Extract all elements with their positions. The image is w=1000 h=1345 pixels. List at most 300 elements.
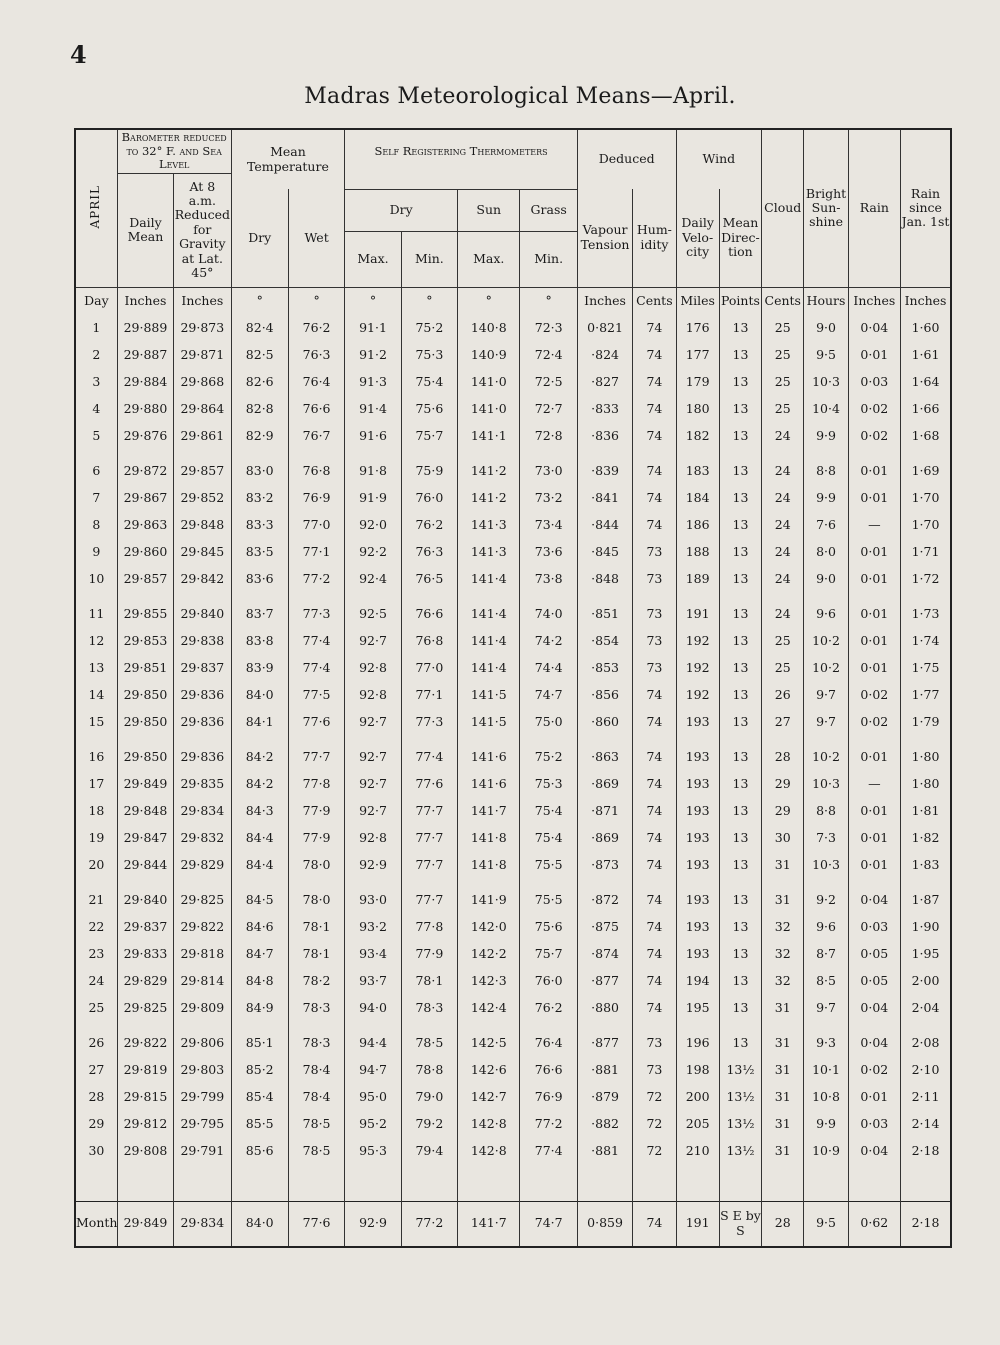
table-cell: 29·860 [117, 539, 173, 566]
table-cell: 78·5 [288, 1138, 344, 1165]
table-row [75, 709, 951, 736]
table-cell: 74 [633, 512, 676, 539]
month-cell: 0·62 [848, 1201, 900, 1247]
table-cell: 76·4 [288, 369, 344, 396]
table-cell: 179 [676, 369, 719, 396]
table-cell: 0·03 [848, 369, 900, 396]
table-cell: 2·00 [901, 968, 951, 995]
table-cell: ·880 [577, 995, 632, 1022]
table-cell: 74 [633, 879, 676, 914]
table-cell: 1·70 [901, 485, 951, 512]
table-cell: 0·01 [848, 798, 900, 825]
table-cell: 13 [719, 771, 761, 798]
table-cell: 192 [676, 682, 719, 709]
table-cell: 0·01 [848, 1084, 900, 1111]
table-cell: 13 [719, 736, 761, 771]
table-cell: 19 [75, 825, 117, 852]
table-cell: 7 [75, 485, 117, 512]
table-cell: 76·7 [288, 423, 344, 450]
table-cell: ·874 [577, 941, 632, 968]
table-cell: ·836 [577, 423, 632, 450]
table-cell: ·827 [577, 369, 632, 396]
header-cloud: Cloud [762, 129, 804, 287]
table-cell: 74 [633, 396, 676, 423]
table-cell: 72 [633, 1111, 676, 1138]
month-cell: 9·5 [804, 1201, 848, 1247]
table-cell: 195 [676, 995, 719, 1022]
table-cell: 142·6 [458, 1057, 520, 1084]
table-cell: ·833 [577, 396, 632, 423]
table-cell: 77·2 [288, 566, 344, 593]
table-cell: 1·95 [901, 941, 951, 968]
table-cell: 72 [633, 1084, 676, 1111]
table-cell: 194 [676, 968, 719, 995]
unit-cell: Inches [901, 287, 951, 315]
table-cell: 32 [762, 914, 804, 941]
unit-cell: ° [231, 287, 288, 315]
table-row [75, 485, 951, 512]
table-cell: 84·0 [231, 682, 288, 709]
table-cell: 74 [633, 995, 676, 1022]
table-cell: 29·837 [117, 914, 173, 941]
month-cell: 74·7 [520, 1201, 577, 1247]
table-cell: 77·9 [288, 798, 344, 825]
table-cell: 142·7 [458, 1084, 520, 1111]
table-cell: 77·4 [288, 655, 344, 682]
table-cell: 76·6 [288, 396, 344, 423]
table-cell: 91·9 [345, 485, 401, 512]
table-cell: 72 [633, 1138, 676, 1165]
header-vapour-tension: Vapour Tension [577, 189, 632, 287]
table-cell: 29·795 [174, 1111, 231, 1138]
table-cell: 0·01 [848, 450, 900, 485]
unit-cell: ° [520, 287, 577, 315]
table-cell: 74 [633, 798, 676, 825]
table-cell: 82·4 [231, 315, 288, 342]
table-cell: 75·7 [401, 423, 457, 450]
table-cell: 10·2 [804, 655, 848, 682]
table-cell: 2 [75, 342, 117, 369]
table-cell: 13 [719, 539, 761, 566]
table-cell: 77·0 [401, 655, 457, 682]
table-cell: 75·5 [520, 879, 577, 914]
table-cell: 77·6 [401, 771, 457, 798]
table-cell: 0·01 [848, 628, 900, 655]
table-cell: 29·861 [174, 423, 231, 450]
table-cell: 210 [676, 1138, 719, 1165]
table-cell: 29·842 [174, 566, 231, 593]
header-grass-min: Min. [520, 231, 577, 287]
table-cell: 83·9 [231, 655, 288, 682]
table-cell: 6 [75, 450, 117, 485]
table-cell: 2·04 [901, 995, 951, 1022]
table-cell: 29·829 [174, 852, 231, 879]
table-cell: ·875 [577, 914, 632, 941]
table-cell: 29·848 [117, 798, 173, 825]
table-cell: 141·2 [458, 485, 520, 512]
table-row [75, 968, 951, 995]
table-cell: ·879 [577, 1084, 632, 1111]
table-cell: 29 [75, 1111, 117, 1138]
table-cell: 29·832 [174, 825, 231, 852]
table-cell: 0·02 [848, 682, 900, 709]
table-cell: 92·5 [345, 593, 401, 628]
table-cell: 13 [719, 566, 761, 593]
table-cell: 74 [633, 342, 676, 369]
table-cell: 31 [762, 1084, 804, 1111]
units-row [75, 287, 951, 315]
table-cell: ·845 [577, 539, 632, 566]
table-cell: 13 [719, 995, 761, 1022]
table-cell: 29·836 [174, 736, 231, 771]
table-cell: 15 [75, 709, 117, 736]
table-cell: 1·66 [901, 396, 951, 423]
table-cell: 18 [75, 798, 117, 825]
table-cell: 177 [676, 342, 719, 369]
table-cell: 29·814 [174, 968, 231, 995]
table-cell: 28 [75, 1084, 117, 1111]
table-cell: 24 [762, 423, 804, 450]
table-cell: 30 [75, 1138, 117, 1165]
table-cell: 24 [762, 539, 804, 566]
table-cell: ·881 [577, 1057, 632, 1084]
table-cell: 29·855 [117, 593, 173, 628]
table-cell: 13 [719, 628, 761, 655]
month-cell: 191 [676, 1201, 719, 1247]
table-cell: 193 [676, 941, 719, 968]
table-cell: 9·5 [804, 342, 848, 369]
table-cell: 92·7 [345, 771, 401, 798]
table-cell: 0·04 [848, 995, 900, 1022]
table-cell: 9·9 [804, 485, 848, 512]
table-cell: 77·7 [401, 798, 457, 825]
table-cell: 193 [676, 736, 719, 771]
table-cell: 79·2 [401, 1111, 457, 1138]
table-cell: 74 [633, 736, 676, 771]
table-cell: 10·9 [804, 1138, 848, 1165]
table-cell: 72·3 [520, 315, 577, 342]
table-cell: 75·6 [520, 914, 577, 941]
table-cell: 25 [762, 315, 804, 342]
table-cell: 1·83 [901, 852, 951, 879]
table-cell: 8·7 [804, 941, 848, 968]
header-thermo-dry: Dry [345, 189, 458, 231]
table-cell: 93·7 [345, 968, 401, 995]
table-cell: 142·8 [458, 1111, 520, 1138]
table-cell: 78·4 [288, 1057, 344, 1084]
table-cell: 24 [762, 450, 804, 485]
table-cell: ·877 [577, 1022, 632, 1057]
table-cell: 74 [633, 450, 676, 485]
table-cell: 76·0 [520, 968, 577, 995]
table-cell: 141·2 [458, 450, 520, 485]
table-cell: 73·8 [520, 566, 577, 593]
table-cell: ·877 [577, 968, 632, 995]
table-cell: 76·6 [401, 593, 457, 628]
table-cell: 1·80 [901, 736, 951, 771]
header-mean-temp-wet: Wet [288, 189, 344, 287]
table-cell: 1 [75, 315, 117, 342]
table-cell: 141·6 [458, 771, 520, 798]
header-dry-max: Max. [345, 231, 401, 287]
table-cell: 76·8 [401, 628, 457, 655]
table-cell: 72·5 [520, 369, 577, 396]
table-cell: 193 [676, 709, 719, 736]
table-cell: 78·5 [401, 1022, 457, 1057]
table-cell: 10·3 [804, 771, 848, 798]
table-cell: 13 [719, 798, 761, 825]
table-cell: 14 [75, 682, 117, 709]
table-cell: 74 [633, 825, 676, 852]
table-cell: 92·9 [345, 852, 401, 879]
table-cell: 85·1 [231, 1022, 288, 1057]
table-cell: 193 [676, 798, 719, 825]
table-cell: 25 [762, 342, 804, 369]
table-cell: 29·803 [174, 1057, 231, 1084]
table-cell: 142·3 [458, 968, 520, 995]
table-cell: 29·851 [117, 655, 173, 682]
table-cell: 91·3 [345, 369, 401, 396]
table-cell: 74 [633, 423, 676, 450]
table-cell: 9·7 [804, 709, 848, 736]
table-cell: 84·2 [231, 736, 288, 771]
header-bright-sunshine: Bright Sun-shine [804, 129, 848, 287]
table-cell: 77·4 [520, 1138, 577, 1165]
table-cell: 141·0 [458, 369, 520, 396]
table-cell: 141·3 [458, 512, 520, 539]
table-cell: 141·4 [458, 628, 520, 655]
table-cell: 75·4 [520, 798, 577, 825]
table-cell: 76·3 [288, 342, 344, 369]
table-cell: 29·876 [117, 423, 173, 450]
table-cell: 1·68 [901, 423, 951, 450]
table-row [75, 628, 951, 655]
table-cell: 91·4 [345, 396, 401, 423]
table-cell: 85·6 [231, 1138, 288, 1165]
table-cell: 5 [75, 423, 117, 450]
table-cell: 78·1 [288, 914, 344, 941]
header-self-registering: Self Registering Thermometers [345, 129, 578, 173]
unit-cell: Points [719, 287, 761, 315]
table-cell: 84·5 [231, 879, 288, 914]
table-cell: 0·01 [848, 485, 900, 512]
table-cell: 77·5 [288, 682, 344, 709]
table-cell: 0·01 [848, 852, 900, 879]
table-cell: 13½ [719, 1138, 761, 1165]
table-cell: 29·806 [174, 1022, 231, 1057]
header-humidity: Hum-idity [633, 189, 676, 287]
table-cell: 141·5 [458, 709, 520, 736]
table-cell: 73 [633, 1057, 676, 1084]
table-cell: 0·821 [577, 315, 632, 342]
table-row [75, 682, 951, 709]
table-cell: 74 [633, 485, 676, 512]
table-cell: 83·7 [231, 593, 288, 628]
table-row [75, 315, 951, 342]
month-cell: 28 [762, 1201, 804, 1247]
table-cell: 13½ [719, 1057, 761, 1084]
table-row [75, 396, 951, 423]
table-cell: 13 [719, 593, 761, 628]
table-cell: 10·2 [804, 736, 848, 771]
table-cell: 24 [762, 566, 804, 593]
table-cell: 9·7 [804, 995, 848, 1022]
table-cell: 29 [762, 771, 804, 798]
table-row [75, 825, 951, 852]
table-cell: 4 [75, 396, 117, 423]
month-cell: 77·2 [401, 1201, 457, 1247]
table-cell: 25 [762, 369, 804, 396]
table-cell: 84·9 [231, 995, 288, 1022]
month-cell: Month [75, 1201, 117, 1247]
table-cell: 29·845 [174, 539, 231, 566]
table-cell: 77·7 [401, 879, 457, 914]
table-cell: 13 [719, 968, 761, 995]
table-cell: 29·850 [117, 709, 173, 736]
table-cell: 9·9 [804, 423, 848, 450]
table-cell: 84·7 [231, 941, 288, 968]
table-cell: 2·10 [901, 1057, 951, 1084]
table-cell: 74·0 [520, 593, 577, 628]
header-mean-direction: Mean Direc-tion [719, 189, 761, 287]
table-cell: 10 [75, 566, 117, 593]
table-cell: 84·4 [231, 852, 288, 879]
table-cell: 29·864 [174, 396, 231, 423]
table-cell: 29·819 [117, 1057, 173, 1084]
table-cell: 91·1 [345, 315, 401, 342]
table-cell: 92·8 [345, 655, 401, 682]
table-cell: 140·9 [458, 342, 520, 369]
table-cell: 77·6 [288, 709, 344, 736]
table-cell: 78·1 [401, 968, 457, 995]
table-cell: 74 [633, 771, 676, 798]
table-cell: 0·05 [848, 968, 900, 995]
table-cell: 75·6 [401, 396, 457, 423]
table-cell: 75·4 [520, 825, 577, 852]
table-cell: 0·04 [848, 315, 900, 342]
table-cell: 13 [719, 396, 761, 423]
table-row [75, 1138, 951, 1165]
table-cell: 142·4 [458, 995, 520, 1022]
table-cell: 29·850 [117, 736, 173, 771]
table-cell: — [848, 512, 900, 539]
table-cell: 83·2 [231, 485, 288, 512]
table-cell: 10·2 [804, 628, 848, 655]
table-cell: ·869 [577, 825, 632, 852]
table-cell: 84·6 [231, 914, 288, 941]
table-cell: 9·0 [804, 315, 848, 342]
table-cell: 29·840 [117, 879, 173, 914]
table-cell: 75·2 [401, 315, 457, 342]
table-cell: 13 [719, 914, 761, 941]
table-cell: 3 [75, 369, 117, 396]
table-cell: 183 [676, 450, 719, 485]
unit-cell: Day [75, 287, 117, 315]
table-cell: 73 [633, 655, 676, 682]
table-cell: 74 [633, 709, 676, 736]
header-thermo-sun: Sun [458, 189, 520, 231]
table-cell: 29·812 [117, 1111, 173, 1138]
table-cell: ·882 [577, 1111, 632, 1138]
table-cell: 0·01 [848, 539, 900, 566]
table-cell: 84·8 [231, 968, 288, 995]
table-cell: 91·6 [345, 423, 401, 450]
table-cell: 27 [75, 1057, 117, 1084]
table-cell: 82·5 [231, 342, 288, 369]
table-cell: 193 [676, 825, 719, 852]
table-cell: 180 [676, 396, 719, 423]
table-cell: ·856 [577, 682, 632, 709]
table-cell: 73·4 [520, 512, 577, 539]
table-cell: 189 [676, 566, 719, 593]
table-cell: 72·8 [520, 423, 577, 450]
table-cell: 200 [676, 1084, 719, 1111]
table-cell: 0·01 [848, 566, 900, 593]
table-cell: 10·1 [804, 1057, 848, 1084]
table-cell: 73·0 [520, 450, 577, 485]
table-cell: 83·5 [231, 539, 288, 566]
table-cell: 1·61 [901, 342, 951, 369]
table-cell: 78·0 [288, 879, 344, 914]
table-cell: 0·04 [848, 879, 900, 914]
table-cell: 26 [762, 682, 804, 709]
table-cell: 77·4 [401, 736, 457, 771]
table-row [75, 593, 951, 628]
month-cell: 84·0 [231, 1201, 288, 1247]
table-cell: 29·808 [117, 1138, 173, 1165]
table-cell: 79·0 [401, 1084, 457, 1111]
header-barometer-8am: At 8 a.m. Reduced for Gravity at Lat. 45° [174, 173, 231, 287]
table-cell: 77·7 [288, 736, 344, 771]
table-cell: 141·6 [458, 736, 520, 771]
table-cell: 77·3 [288, 593, 344, 628]
table-cell: 76·3 [401, 539, 457, 566]
table-cell: 73 [633, 1022, 676, 1057]
unit-cell: ° [345, 287, 401, 315]
table-cell: 0·01 [848, 342, 900, 369]
table-cell: 9·6 [804, 914, 848, 941]
unit-cell: Inches [848, 287, 900, 315]
table-cell: 29·850 [117, 682, 173, 709]
table-cell: 94·7 [345, 1057, 401, 1084]
page-title: Madras Meteorological Means—April. [304, 84, 736, 109]
table-cell: 29·857 [117, 566, 173, 593]
table-cell: 29·884 [117, 369, 173, 396]
table-cell: 74 [633, 682, 676, 709]
table-cell: 1·74 [901, 628, 951, 655]
table-cell: 10·4 [804, 396, 848, 423]
table-cell: 9·0 [804, 566, 848, 593]
unit-cell: ° [458, 287, 520, 315]
table-cell: 75·3 [520, 771, 577, 798]
table-cell: 82·6 [231, 369, 288, 396]
table-cell: 75·0 [520, 709, 577, 736]
table-cell: 74·2 [520, 628, 577, 655]
table-cell: 141·4 [458, 593, 520, 628]
table-cell: ·854 [577, 628, 632, 655]
table-row [75, 995, 951, 1022]
table-cell: 31 [762, 1111, 804, 1138]
table-cell: 76·4 [520, 1022, 577, 1057]
table-cell: 9·9 [804, 1111, 848, 1138]
table-cell: 24 [75, 968, 117, 995]
table-cell: 29·815 [117, 1084, 173, 1111]
table-cell: 142·0 [458, 914, 520, 941]
table-cell: 85·4 [231, 1084, 288, 1111]
table-cell: 1·69 [901, 450, 951, 485]
table-cell: 84·1 [231, 709, 288, 736]
table-cell: 77·8 [401, 914, 457, 941]
